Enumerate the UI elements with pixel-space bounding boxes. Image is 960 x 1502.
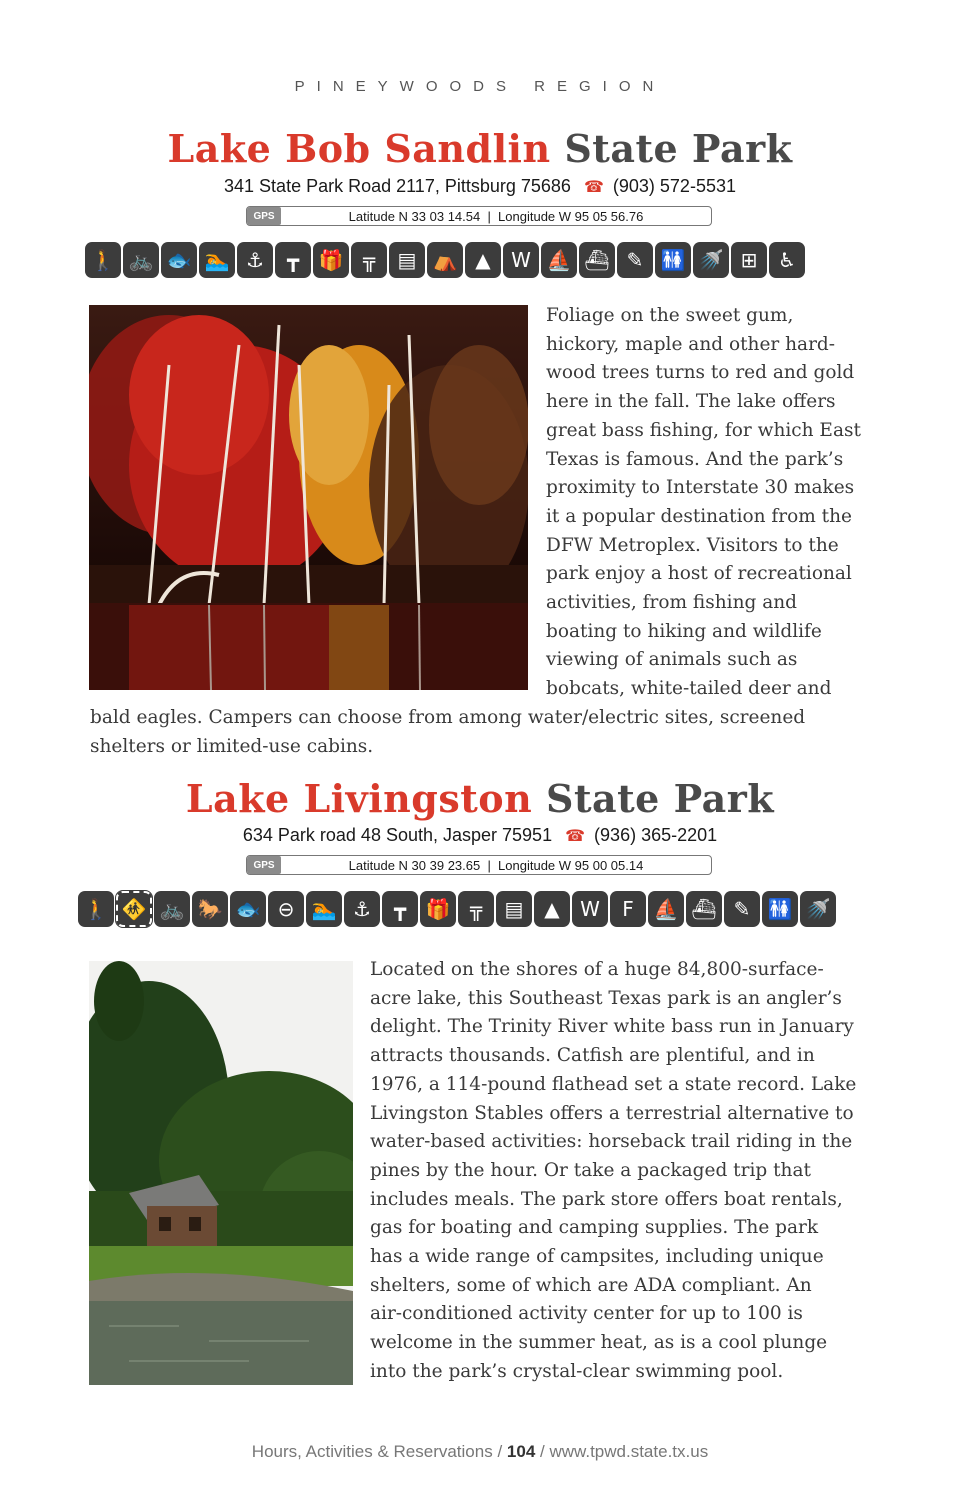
boat-dock-icon: ⛴ bbox=[686, 891, 722, 927]
gps-coordinates: Latitude N 33 03 14.54 | Longitude W 95 05 56.76 bbox=[348, 208, 644, 224]
park-title-livingston bbox=[0, 776, 960, 821]
tent-icon: ▲ bbox=[534, 891, 570, 927]
park-address: 341 State Park Road 2117, Pittsburg 75686 bbox=[224, 176, 571, 196]
wildlife-icon: ✎ bbox=[724, 891, 760, 927]
park-suffix: State Park bbox=[546, 776, 775, 821]
hiking-icon: 🚶 bbox=[78, 891, 114, 927]
picnic-icon: ┳ bbox=[382, 891, 418, 927]
swimming-icon: 🏊 bbox=[306, 891, 342, 927]
fishing-icon: 🐟 bbox=[230, 891, 266, 927]
picnic-icon: ┳ bbox=[275, 242, 311, 278]
shower-icon: 🚿 bbox=[800, 891, 836, 927]
boating-icon: ⊖ bbox=[268, 891, 304, 927]
fishing-pier-icon: ⚓ bbox=[344, 891, 380, 927]
park-suffix: State Park bbox=[564, 126, 793, 171]
biking-icon: 🚲 bbox=[154, 891, 190, 927]
gps-coordinates: Latitude N 30 39 23.65 | Longitude W 95 00 05.14 bbox=[348, 857, 644, 873]
amenity-icons-livingston bbox=[78, 891, 836, 927]
water-camping-icon: W bbox=[503, 242, 539, 278]
boat-ramp-icon: ⛵ bbox=[541, 242, 577, 278]
park-address-line bbox=[0, 825, 960, 846]
group-picnic-icon: ╦ bbox=[351, 242, 387, 278]
park-description: Located on the shores of a huge 84,800-surface- acre lake, this Southeast Texas park is an angler’s delight. The Trinity River white bass run in January attracts thousands. Catfish are plentiful, and in 1976, a 114-pound flathead set a state record. Lake Livingston Stables offers a terrestrial alternative to water-based activities: horseback trail riding in the pines by the hour. Or take a packaged trip that includes meals. The park store offers boat rentals, gas for boating and camping supplies. The park has a wide range of campsites, including unique shelters, some of which are ADA compliant. An air-conditioned activity center for up to 100 is welcome in the summer heat, as is a cool plunge into the park’s crystal-clear swimming pool. bbox=[370, 959, 857, 1382]
phone-icon: ☎ bbox=[565, 828, 586, 845]
lakeside-cabin-photo bbox=[89, 961, 353, 1385]
park-title-bob-sandlin bbox=[0, 126, 960, 171]
biking-icon: 🚲 bbox=[123, 242, 159, 278]
water-camping-icon: W bbox=[572, 891, 608, 927]
hiking-icon: 🚶 bbox=[85, 242, 121, 278]
fishing-icon: 🐟 bbox=[161, 242, 197, 278]
boat-dock-icon: ⛴ bbox=[579, 242, 615, 278]
swimming-icon: 🏊 bbox=[199, 242, 235, 278]
park-address: 634 Park road 48 South, Jasper 75951 bbox=[242, 825, 553, 845]
gps-bar bbox=[246, 855, 712, 875]
park-address-line bbox=[0, 176, 960, 197]
footer-title: Hours, Activities & Reservations / bbox=[251, 1442, 503, 1461]
park-phone[interactable]: (903) 572-5531 bbox=[612, 176, 736, 196]
gift-shop-icon: 🎁 bbox=[313, 242, 349, 278]
wildlife-icon: ✎ bbox=[617, 242, 653, 278]
gps-tag: GPS bbox=[247, 856, 281, 874]
park-phone[interactable]: (936) 365-2201 bbox=[594, 825, 718, 845]
phone-icon: ☎ bbox=[583, 179, 604, 196]
park-name: Lake Livingston bbox=[185, 776, 533, 821]
boat-ramp-icon: ⛵ bbox=[648, 891, 684, 927]
gps-tag: GPS bbox=[247, 207, 281, 225]
tent-icon: ▲ bbox=[465, 242, 501, 278]
pavilion-icon: ▤ bbox=[496, 891, 532, 927]
horseback-icon: 🐎 bbox=[192, 891, 228, 927]
page-footer bbox=[0, 1442, 960, 1462]
region-header: PINEYWOODS REGION bbox=[294, 78, 666, 95]
restroom-icon: 🚻 bbox=[655, 242, 691, 278]
group-picnic-icon: ╦ bbox=[458, 891, 494, 927]
footer-url[interactable]: / www.tpwd.state.tx.us bbox=[540, 1442, 709, 1461]
gift-shop-icon: 🎁 bbox=[420, 891, 456, 927]
fishing-pier-icon: ⚓ bbox=[237, 242, 273, 278]
pavilion-icon: ▤ bbox=[389, 242, 425, 278]
gps-bar bbox=[246, 206, 712, 226]
nature-trail-icon: 🚸 bbox=[116, 891, 152, 927]
park-description: Foliage on the sweet gum, hickory, maple and other hard- wood trees turns to red and gold here in the fall. The lake offers great bass fishing, for which East Texas is famous. And the park’s proximity to Interstate 30 makes it a popular destination from the DFW Metroplex. Visitors to the park enjoy a host of recreational activities, from fishing and boating to hiking and wildlife viewing of animals such as bobcats, white-tailed deer and bbox=[546, 305, 861, 700]
park-description-continued: bald eagles. Campers can choose from among water/electric sites, screened shelters or limited-use cabins. bbox=[90, 707, 806, 757]
park-name: Lake Bob Sandlin bbox=[167, 126, 551, 171]
camping-icon: ⛺ bbox=[427, 242, 463, 278]
trailer-icon: ⊞ bbox=[731, 242, 767, 278]
amenity-icons-bob-sandlin bbox=[85, 242, 805, 278]
accessible-icon: ♿ bbox=[769, 242, 805, 278]
autumn-lake-photo bbox=[89, 305, 528, 690]
food-icon: F bbox=[610, 891, 646, 927]
page-number: 104 bbox=[506, 1442, 536, 1461]
shower-icon: 🚿 bbox=[693, 242, 729, 278]
restroom-icon: 🚻 bbox=[762, 891, 798, 927]
